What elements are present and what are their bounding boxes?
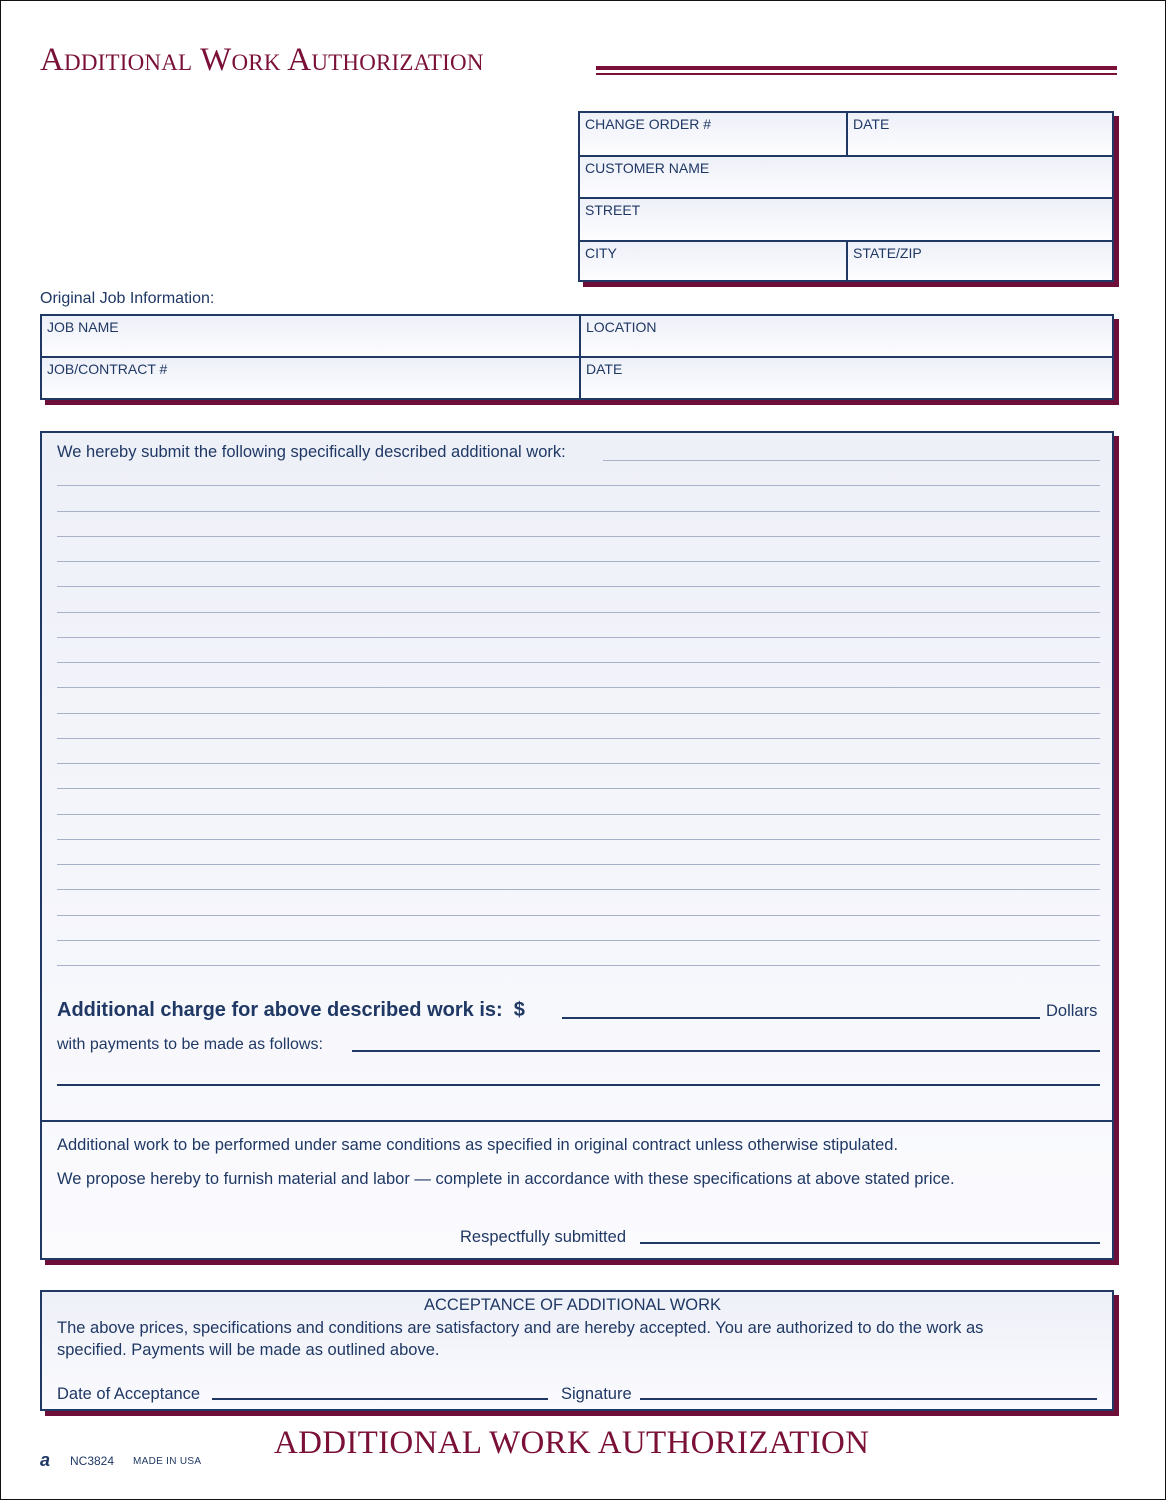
ruled-line[interactable] xyxy=(57,889,1100,890)
divider xyxy=(846,113,848,155)
ruled-line[interactable] xyxy=(57,713,1100,714)
ruled-line[interactable] xyxy=(57,586,1100,587)
date-of-acceptance-line[interactable] xyxy=(212,1398,548,1400)
form-code: NC3824 xyxy=(70,1454,115,1468)
ruled-line[interactable] xyxy=(57,839,1100,840)
respectfully-submitted-label: Respectfully submitted xyxy=(460,1228,626,1246)
conditions-line-1: Additional work to be performed under same conditions as specified in original contract unless otherwise stipulated. xyxy=(57,1136,899,1154)
customer-date-field[interactable] xyxy=(848,113,1112,155)
divider xyxy=(580,155,1112,157)
signature-label: Signature xyxy=(561,1385,632,1403)
ruled-line[interactable] xyxy=(57,814,1100,815)
acceptance-body-line-2: specified. Payments will be made as outlined above. xyxy=(57,1341,440,1359)
location-field[interactable] xyxy=(581,316,1112,356)
charge-label-text: Additional charge for above described work is: xyxy=(57,999,503,1021)
currency-symbol: $ xyxy=(513,999,525,1021)
ruled-line[interactable] xyxy=(57,536,1100,537)
job-contract-label: JOB/CONTRACT # xyxy=(47,361,168,377)
payments-line-2[interactable] xyxy=(57,1084,1100,1086)
title-rule-thin xyxy=(596,73,1117,75)
street-field[interactable] xyxy=(580,199,1112,240)
additional-charge-label xyxy=(57,999,525,1022)
dollars-label: Dollars xyxy=(1046,1002,1098,1020)
city-field[interactable] xyxy=(580,242,846,280)
ruled-line[interactable] xyxy=(57,940,1100,941)
ruled-line[interactable] xyxy=(57,637,1100,638)
ruled-line[interactable] xyxy=(57,864,1100,865)
ruled-line[interactable] xyxy=(57,612,1100,613)
conditions-line-2: We propose hereby to furnish material and labor — complete in accordance with these specifications at above stated price. xyxy=(57,1170,955,1188)
brand-logo-icon: a xyxy=(40,1450,51,1470)
ruled-line[interactable] xyxy=(57,763,1100,764)
payments-line[interactable] xyxy=(352,1050,1100,1052)
ruled-line[interactable] xyxy=(57,485,1100,486)
title-rule xyxy=(596,66,1117,70)
section-divider xyxy=(42,1120,1112,1122)
change-order-label: CHANGE ORDER # xyxy=(585,116,712,132)
divider xyxy=(42,356,1112,358)
divider xyxy=(580,197,1112,199)
ruled-line[interactable] xyxy=(57,788,1100,789)
job-name-label: JOB NAME xyxy=(47,319,119,335)
ruled-line[interactable] xyxy=(57,511,1100,512)
divider xyxy=(846,240,848,280)
respectfully-submitted-line[interactable] xyxy=(640,1242,1100,1244)
job-name-field[interactable] xyxy=(42,316,579,356)
change-order-field[interactable] xyxy=(580,113,846,155)
job-date-field[interactable] xyxy=(581,358,1112,398)
ruled-line[interactable] xyxy=(57,561,1100,562)
ruled-line[interactable] xyxy=(57,915,1100,916)
ruled-line[interactable] xyxy=(57,687,1100,688)
customer-info-box xyxy=(578,111,1114,282)
location-label: LOCATION xyxy=(586,319,657,335)
footer-title: ADDITIONAL WORK AUTHORIZATION xyxy=(274,1425,870,1461)
job-contract-field[interactable] xyxy=(42,358,579,398)
page-title: Additional Work Authorization xyxy=(40,42,484,78)
state-zip-label: STATE/ZIP xyxy=(853,245,922,261)
job-date-label: DATE xyxy=(586,361,623,377)
city-label: CITY xyxy=(585,245,617,261)
ruled-line[interactable] xyxy=(57,738,1100,739)
acceptance-body-line-1: The above prices, specifications and conditions are satisfactory and are hereby accepted. You are authorized to do the work as xyxy=(57,1319,984,1337)
charge-amount-line[interactable] xyxy=(562,1017,1040,1019)
work-description-prompt: We hereby submit the following specifically described additional work: xyxy=(57,443,566,461)
ruled-line[interactable] xyxy=(603,460,1100,461)
ruled-line[interactable] xyxy=(57,662,1100,663)
acceptance-heading: ACCEPTANCE OF ADDITIONAL WORK xyxy=(424,1296,722,1314)
state-zip-field[interactable] xyxy=(848,242,1112,280)
customer-name-field[interactable] xyxy=(580,157,1112,197)
street-label: STREET xyxy=(585,202,641,218)
made-in-usa: MADE IN USA xyxy=(133,1456,202,1467)
date-of-acceptance-label: Date of Acceptance xyxy=(57,1385,201,1403)
customer-name-label: CUSTOMER NAME xyxy=(585,160,710,176)
ruled-line[interactable] xyxy=(57,965,1100,966)
date-label: DATE xyxy=(853,116,890,132)
signature-line[interactable] xyxy=(640,1398,1097,1400)
original-job-box xyxy=(40,314,1114,400)
original-job-heading: Original Job Information: xyxy=(40,290,215,307)
payments-label: with payments to be made as follows: xyxy=(57,1036,323,1053)
